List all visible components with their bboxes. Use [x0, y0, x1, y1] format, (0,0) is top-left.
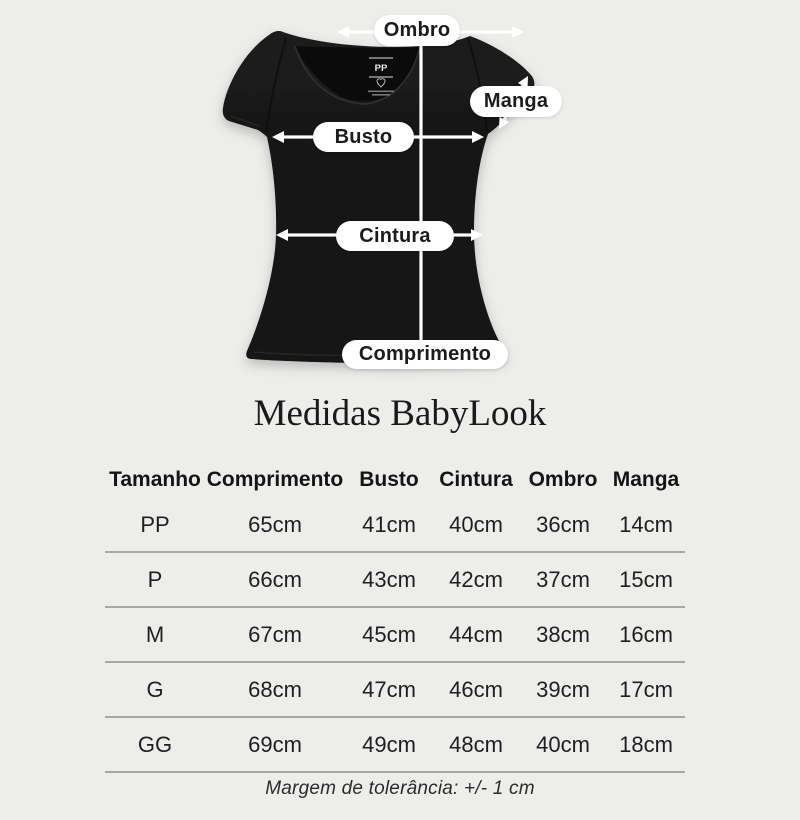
size-table — [105, 462, 685, 773]
measure-cell: 40cm — [536, 731, 590, 757]
arrowhead-right-icon — [512, 26, 524, 38]
measure-cell: 66cm — [248, 566, 302, 592]
size-cell: P — [147, 566, 163, 592]
label-pill-busto: Busto — [313, 122, 414, 152]
col-header-manga: Manga — [612, 468, 680, 491]
measure-cell: 18cm — [619, 731, 673, 757]
table-row-gg — [105, 718, 685, 773]
col-header-ombro: Ombro — [528, 468, 598, 491]
neck-tag-size: PP — [374, 63, 388, 74]
size-cell: G — [146, 676, 164, 702]
measure-cell: 48cm — [449, 731, 503, 757]
measure-cell: 67cm — [248, 621, 302, 647]
table-row-p — [105, 553, 685, 608]
measure-cell: 41cm — [362, 511, 416, 537]
label-pill-manga: Manga — [470, 86, 562, 117]
measure-cell: 38cm — [536, 621, 590, 647]
measure-cell: 49cm — [362, 731, 416, 757]
tag-microtext-line — [368, 91, 394, 93]
measure-cell: 46cm — [449, 676, 503, 702]
tag-microtext-line — [372, 94, 390, 96]
col-header-busto: Busto — [359, 468, 419, 491]
measure-cell: 17cm — [619, 676, 673, 702]
measure-cell: 14cm — [619, 511, 673, 537]
measure-cell: 16cm — [619, 621, 673, 647]
measure-cell: 15cm — [619, 566, 673, 592]
arrowhead-right-icon — [471, 229, 483, 241]
measure-cell: 36cm — [536, 511, 590, 537]
table-row-m — [105, 608, 685, 663]
size-cell: GG — [137, 731, 173, 757]
measure-cell: 45cm — [362, 621, 416, 647]
col-header-cintura: Cintura — [439, 468, 513, 491]
col-header-tamanho: Tamanho — [109, 468, 201, 491]
comprimento-line — [419, 44, 422, 341]
label-pill-comprimento: Comprimento — [342, 340, 508, 369]
table-row-pp — [105, 498, 685, 553]
col-header-comprimento: Comprimento — [206, 468, 344, 491]
size-cell: M — [145, 621, 165, 647]
tolerance-note: Margem de tolerância: +/- 1 cm — [265, 778, 535, 799]
arrowhead-left-icon — [337, 26, 349, 38]
size-cell: PP — [140, 511, 170, 537]
measure-cell: 69cm — [248, 731, 302, 757]
measure-cell: 39cm — [536, 676, 590, 702]
measure-cell: 43cm — [362, 566, 416, 592]
page-title: Medidas BabyLook — [253, 393, 547, 434]
measure-cell: 47cm — [362, 676, 416, 702]
label-pill-cintura: Cintura — [336, 221, 454, 251]
measure-cell: 68cm — [248, 676, 302, 702]
measure-cell: 37cm — [536, 566, 590, 592]
measure-cell: 65cm — [248, 511, 302, 537]
table-header-row — [105, 462, 685, 498]
measure-cell: 44cm — [449, 621, 503, 647]
label-pill-ombro: Ombro — [374, 15, 460, 46]
tshirt-measurement-diagram — [0, 0, 800, 390]
measure-cell: 42cm — [449, 566, 503, 592]
table-row-g — [105, 663, 685, 718]
measure-cell: 40cm — [449, 511, 503, 537]
